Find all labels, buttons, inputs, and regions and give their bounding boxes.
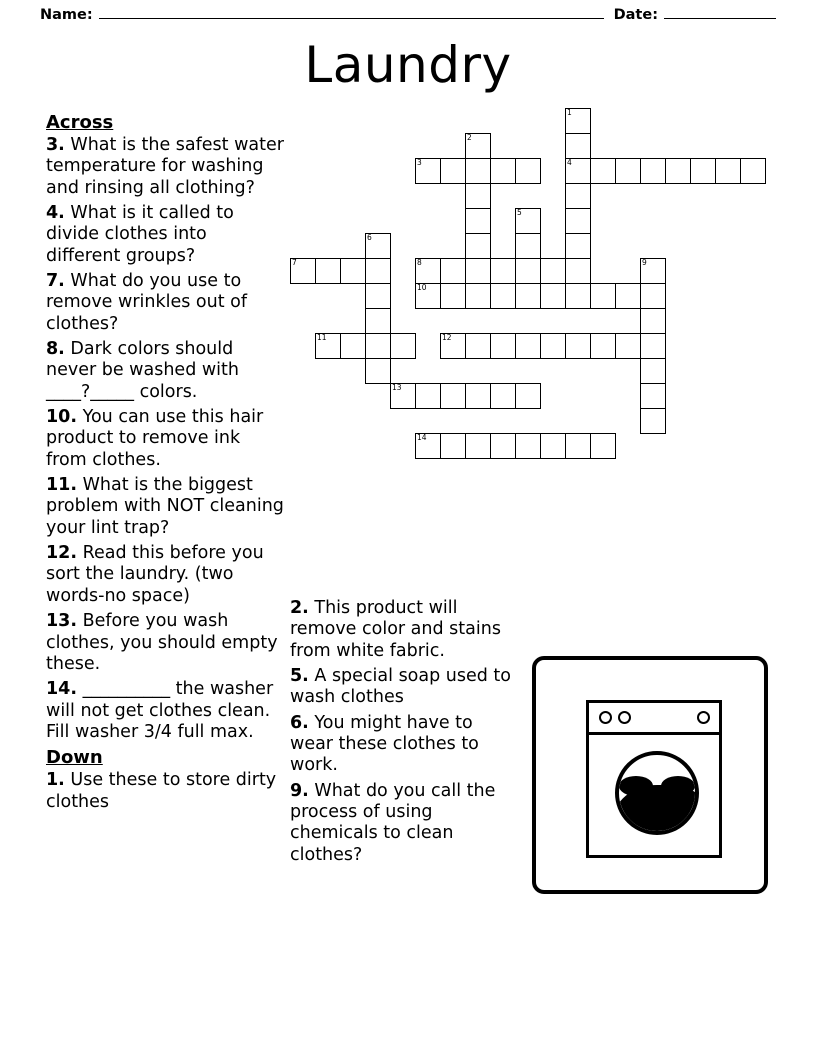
- clue-text: What do you call the process of using chemicals to clean clothes?: [290, 780, 496, 865]
- crossword-cell[interactable]: [415, 158, 441, 184]
- crossword-cell[interactable]: [615, 283, 641, 309]
- crossword-cell[interactable]: [565, 158, 591, 184]
- crossword-cell[interactable]: [440, 258, 466, 284]
- crossword-cell-number: 9: [642, 258, 647, 267]
- crossword-cell[interactable]: [640, 383, 666, 409]
- crossword-grid[interactable]: [290, 108, 780, 508]
- crossword-cell[interactable]: [715, 158, 741, 184]
- clue-across-13: [46, 611, 286, 675]
- crossword-cell[interactable]: [490, 258, 516, 284]
- clue-across-4: [46, 203, 286, 267]
- crossword-cell-number: 12: [442, 333, 452, 342]
- crossword-cell[interactable]: [415, 283, 441, 309]
- crossword-cell[interactable]: [340, 258, 366, 284]
- clue-text: Read this before you sort the laundry. (two words-no space): [46, 543, 264, 606]
- washing-machine-icon: [532, 656, 768, 894]
- crossword-cell-number: 13: [392, 383, 402, 392]
- crossword-cell[interactable]: [490, 333, 516, 359]
- across-clue-column: [46, 112, 286, 817]
- crossword-cell[interactable]: [365, 333, 391, 359]
- crossword-cell[interactable]: [640, 408, 666, 434]
- crossword-cell[interactable]: [640, 283, 666, 309]
- crossword-cell[interactable]: [465, 208, 491, 234]
- clue-across-8: [46, 339, 286, 403]
- crossword-cell[interactable]: [440, 383, 466, 409]
- clue-down-5: [290, 666, 515, 709]
- clue-number: 14.: [46, 679, 78, 700]
- crossword-cell[interactable]: [640, 308, 666, 334]
- crossword-cell[interactable]: [565, 108, 591, 134]
- clue-text: This product will remove color and stains from white fabric.: [290, 598, 501, 661]
- crossword-cell[interactable]: [440, 283, 466, 309]
- washer-dial-icon: [697, 711, 710, 724]
- washer-body: [586, 700, 722, 858]
- crossword-cell[interactable]: [465, 183, 491, 209]
- crossword-cell[interactable]: [540, 258, 566, 284]
- crossword-cell-number: 3: [417, 158, 422, 167]
- clue-across-10: [46, 407, 286, 471]
- clue-number: 3.: [46, 134, 65, 155]
- crossword-cell[interactable]: [515, 158, 541, 184]
- crossword-cell[interactable]: [565, 433, 591, 459]
- clue-number: 2.: [290, 598, 309, 618]
- crossword-cell[interactable]: [640, 158, 666, 184]
- crossword-cell-number: 7: [292, 258, 297, 267]
- clue-text: A special soap used to wash clothes: [290, 666, 511, 708]
- crossword-cell-number: 6: [367, 233, 372, 242]
- crossword-cell[interactable]: [540, 433, 566, 459]
- crossword-cell[interactable]: [565, 233, 591, 259]
- clue-number: 9.: [290, 780, 309, 801]
- crossword-cell[interactable]: [590, 433, 616, 459]
- clue-across-12: [46, 543, 286, 607]
- crossword-cell[interactable]: [615, 333, 641, 359]
- crossword-cell-number: 11: [317, 333, 327, 342]
- crossword-cell[interactable]: [465, 233, 491, 259]
- crossword-cell[interactable]: [540, 333, 566, 359]
- clue-number: 13.: [46, 611, 78, 632]
- crossword-cell[interactable]: [515, 333, 541, 359]
- clue-down-6: [290, 713, 515, 777]
- crossword-cell-number: 8: [417, 258, 422, 267]
- crossword-cell[interactable]: [590, 158, 616, 184]
- date-write-line[interactable]: [664, 6, 776, 19]
- crossword-cell-number: 2: [467, 133, 472, 142]
- clue-number: 7.: [46, 271, 65, 292]
- clue-number: 8.: [46, 339, 65, 360]
- crossword-cell[interactable]: [465, 258, 491, 284]
- washer-knob-icon: [618, 711, 631, 724]
- clue-text: What is it called to divide clothes into different groups?: [46, 202, 234, 266]
- washer-knob-icon: [599, 711, 612, 724]
- washer-water: [615, 785, 699, 835]
- crossword-cell[interactable]: [490, 383, 516, 409]
- clue-number: 4.: [46, 202, 65, 223]
- crossword-cell[interactable]: [665, 158, 691, 184]
- crossword-cell[interactable]: [565, 133, 591, 159]
- crossword-cell[interactable]: [515, 258, 541, 284]
- crossword-cell[interactable]: [640, 358, 666, 384]
- crossword-cell-number: 5: [517, 208, 522, 217]
- crossword-cell[interactable]: [540, 283, 566, 309]
- clue-text: __________ the washer will not get clothes clean. Fill washer 3/4 full max.: [46, 679, 274, 742]
- clue-across-11: [46, 475, 286, 539]
- crossword-cell[interactable]: [415, 433, 441, 459]
- down-clue-column: [290, 598, 515, 870]
- crossword-cell[interactable]: [390, 333, 416, 359]
- clue-text: What do you use to remove wrinkles out of clothes?: [46, 271, 248, 334]
- clue-text: What is the safest water temperature for washing and rinsing all clothing?: [46, 134, 284, 198]
- clue-number: 11.: [46, 475, 78, 496]
- crossword-cell-number: 1: [567, 108, 572, 117]
- crossword-cell[interactable]: [465, 133, 491, 159]
- crossword-cell[interactable]: [290, 258, 316, 284]
- crossword-cell[interactable]: [465, 433, 491, 459]
- crossword-cell-number: 10: [417, 283, 427, 292]
- crossword-cell[interactable]: [590, 283, 616, 309]
- crossword-cell[interactable]: [515, 283, 541, 309]
- worksheet-header: [40, 6, 776, 23]
- clue-number: 5.: [290, 666, 309, 687]
- crossword-cell[interactable]: [740, 158, 766, 184]
- clue-down-9: [290, 781, 515, 866]
- clue-across-3: [46, 135, 286, 199]
- crossword-cell[interactable]: [640, 333, 666, 359]
- crossword-cell[interactable]: [615, 158, 641, 184]
- crossword-cell[interactable]: [690, 158, 716, 184]
- crossword-cell[interactable]: [640, 258, 666, 284]
- crossword-cell[interactable]: [465, 158, 491, 184]
- crossword-cell[interactable]: [565, 258, 591, 284]
- crossword-cell-number: 4: [567, 158, 572, 167]
- crossword-cell[interactable]: [515, 233, 541, 259]
- crossword-cell[interactable]: [565, 333, 591, 359]
- crossword-cell[interactable]: [515, 433, 541, 459]
- washer-control-panel: [589, 703, 719, 735]
- crossword-cell[interactable]: [465, 333, 491, 359]
- clue-across-7: [46, 271, 286, 335]
- clue-across-14: [46, 679, 286, 743]
- crossword-cell[interactable]: [365, 283, 391, 309]
- crossword-cell[interactable]: [365, 308, 391, 334]
- clue-text: Use these to store dirty clothes: [46, 770, 277, 812]
- crossword-cell[interactable]: [340, 333, 366, 359]
- crossword-cell[interactable]: [515, 383, 541, 409]
- clue-text: Before you wash clothes, you should empty these.: [46, 611, 278, 674]
- crossword-cell[interactable]: [465, 283, 491, 309]
- crossword-cell-number: 14: [417, 433, 427, 442]
- clue-number: 6.: [290, 712, 309, 733]
- crossword-cell[interactable]: [440, 433, 466, 459]
- crossword-cell[interactable]: [490, 283, 516, 309]
- crossword-cell[interactable]: [390, 383, 416, 409]
- clue-number: 10.: [46, 407, 78, 428]
- crossword-cell[interactable]: [565, 183, 591, 209]
- clue-text: What is the biggest problem with NOT cleaning your lint trap?: [46, 475, 284, 538]
- crossword-cell[interactable]: [415, 258, 441, 284]
- clue-number: 12.: [46, 543, 78, 564]
- name-label: Name:: [40, 7, 93, 23]
- crossword-cell[interactable]: [440, 333, 466, 359]
- date-label: Date:: [613, 7, 658, 23]
- crossword-cell[interactable]: [465, 383, 491, 409]
- crossword-cell[interactable]: [565, 283, 591, 309]
- clue-text: You can use this hair product to remove ink from clothes.: [46, 407, 264, 470]
- crossword-cell[interactable]: [590, 333, 616, 359]
- clue-text: You might have to wear these clothes to work.: [290, 712, 479, 776]
- crossword-cell[interactable]: [490, 433, 516, 459]
- clue-text: Dark colors should never be washed with ____?_____ colors.: [46, 339, 239, 402]
- crossword-cell[interactable]: [365, 233, 391, 259]
- crossword-cell[interactable]: [315, 258, 341, 284]
- crossword-cell[interactable]: [515, 208, 541, 234]
- clue-down-2: [290, 598, 515, 662]
- crossword-cell[interactable]: [440, 158, 466, 184]
- clue-down-1: [46, 770, 286, 813]
- across-heading: Across: [46, 112, 114, 133]
- crossword-cell[interactable]: [365, 258, 391, 284]
- washer-drum: [615, 751, 699, 835]
- crossword-cell[interactable]: [565, 208, 591, 234]
- crossword-cell[interactable]: [490, 158, 516, 184]
- crossword-cell[interactable]: [315, 333, 341, 359]
- page-title: Laundry: [304, 36, 512, 94]
- clue-number: 1.: [46, 770, 65, 791]
- crossword-cell[interactable]: [365, 358, 391, 384]
- down-heading: Down: [46, 747, 103, 769]
- name-write-line[interactable]: [99, 6, 604, 19]
- crossword-cell[interactable]: [415, 383, 441, 409]
